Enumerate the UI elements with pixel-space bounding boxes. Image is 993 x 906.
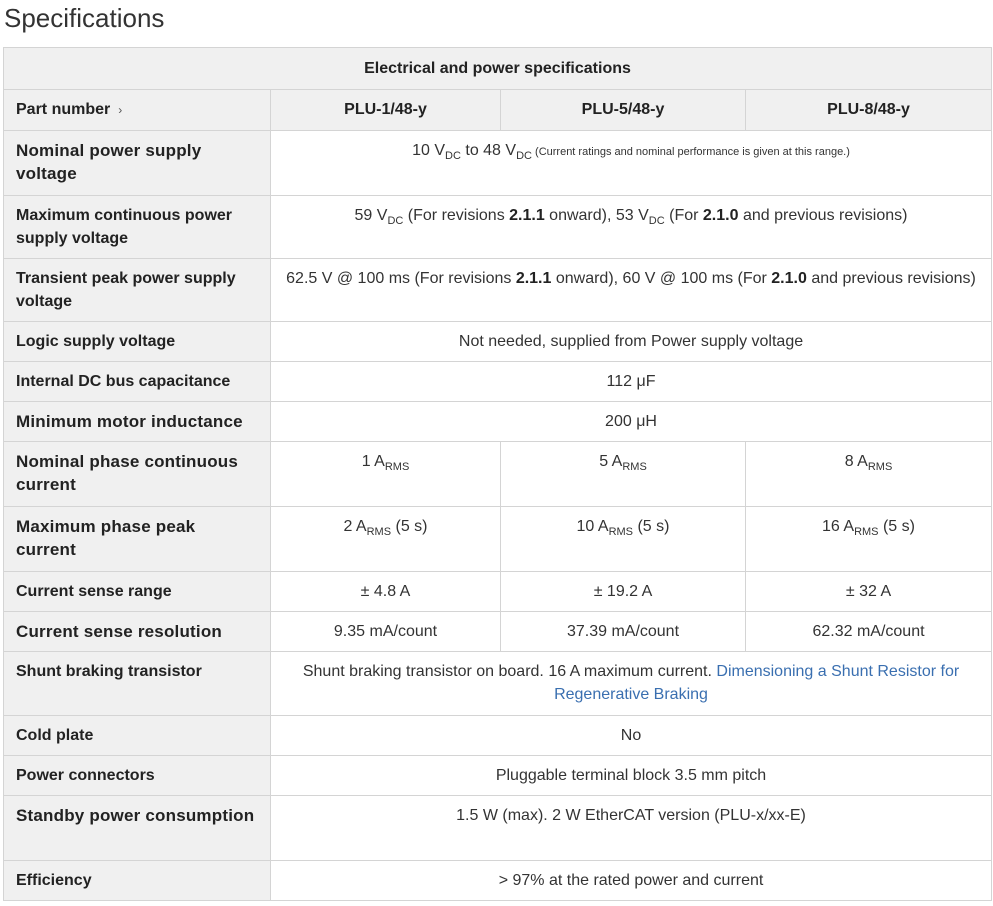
chevron-right-icon[interactable]: › — [118, 103, 123, 117]
row-value — [271, 131, 992, 196]
model-header: PLU-5/48-y — [501, 90, 746, 131]
row-label: Nominal phase continuous current — [4, 442, 271, 507]
row-value: 1.5 W (max). 2 W EtherCAT version (PLU-x/xx-E) — [271, 796, 992, 861]
row-label: Efficiency — [4, 861, 271, 901]
value-text: (For — [664, 207, 703, 224]
page-title: Specifications — [4, 3, 165, 33]
subscript: DC — [387, 215, 404, 227]
part-number-header[interactable] — [4, 90, 271, 131]
value-text: 10 V — [412, 142, 446, 159]
value-text: (For revisions — [403, 207, 510, 224]
value-text: 10 A — [576, 518, 609, 535]
table-row — [4, 507, 992, 572]
value-text: (5 s) — [633, 518, 670, 535]
subscript: RMS — [854, 526, 879, 538]
revision-number: 2.1.0 — [702, 207, 739, 224]
row-label: Current sense range — [4, 572, 271, 612]
electrical-specs-table — [3, 47, 992, 901]
table-row — [4, 362, 992, 402]
value-text: 16 A — [822, 518, 855, 535]
row-value: > 97% at the rated power and current — [271, 861, 992, 901]
shunt-resistor-link[interactable]: Dimensioning a Shunt Resistor for Regenerative Braking — [554, 663, 960, 703]
value-text: (5 s) — [391, 518, 428, 535]
subscript: RMS — [867, 461, 893, 473]
row-value: 112 μF — [271, 362, 992, 402]
revision-number: 2.1.0 — [771, 270, 807, 287]
value-text: 2 A — [343, 518, 367, 535]
row-value: Not needed, supplied from Power supply voltage — [271, 322, 992, 362]
row-value — [271, 196, 992, 259]
row-label: Minimum motor inductance — [4, 402, 271, 442]
row-label: Power connectors — [4, 756, 271, 796]
row-value: ± 4.8 A — [271, 572, 501, 612]
row-label: Internal DC bus capacitance — [4, 362, 271, 402]
revision-number: 2.1.1 — [509, 207, 545, 224]
row-value: 200 μH — [271, 402, 992, 442]
subscript: RMS — [384, 461, 410, 473]
row-value — [501, 507, 746, 572]
value-note: (Current ratings and nominal performance is given at this range.) — [531, 146, 850, 158]
table-row — [4, 796, 992, 861]
value-text: onward), 60 V @ 100 ms (For — [551, 270, 772, 287]
value-text: 8 A — [844, 453, 868, 470]
row-label: Nominal power supply voltage — [4, 131, 271, 196]
table-row — [4, 756, 992, 796]
row-value: No — [271, 716, 992, 756]
table-row — [4, 572, 992, 612]
revision-number: 2.1.1 — [515, 270, 552, 287]
table-row — [4, 131, 992, 196]
row-label: Shunt braking transistor — [4, 652, 271, 716]
row-value — [746, 442, 992, 507]
value-text: 1 A — [361, 453, 385, 470]
value-text: Shunt braking transistor on board. 16 A maximum current. — [302, 663, 717, 680]
row-value: ± 32 A — [746, 572, 992, 612]
value-text: to 48 V — [460, 142, 517, 159]
row-label: Maximum phase peak current — [4, 507, 271, 572]
row-value: ± 19.2 A — [501, 572, 746, 612]
row-value: 9.35 mA/count — [271, 612, 501, 652]
value-text: and previous revisions) — [806, 270, 976, 287]
row-label: Transient peak power supply voltage — [4, 259, 271, 322]
row-value — [746, 507, 992, 572]
row-label: Current sense resolution — [4, 612, 271, 652]
table-header-row — [4, 90, 992, 131]
value-text: 59 V — [354, 207, 388, 224]
table-row — [4, 259, 992, 322]
part-number-label: Part number — [16, 101, 111, 118]
table-row — [4, 716, 992, 756]
value-text: and previous revisions) — [738, 207, 908, 224]
row-label: Cold plate — [4, 716, 271, 756]
row-label: Logic supply voltage — [4, 322, 271, 362]
value-text: (5 s) — [878, 518, 915, 535]
subscript: RMS — [366, 526, 392, 538]
table-row — [4, 652, 992, 716]
row-label: Maximum continuous power supply voltage — [4, 196, 271, 259]
row-value: Pluggable terminal block 3.5 mm pitch — [271, 756, 992, 796]
subscript: RMS — [622, 461, 647, 473]
table-row — [4, 612, 992, 652]
value-text: 5 A — [599, 453, 623, 470]
table-row — [4, 322, 992, 362]
table-caption: Electrical and power specifications — [4, 48, 992, 90]
model-header: PLU-8/48-y — [746, 90, 992, 131]
value-text: 62.5 V @ 100 ms (For revisions — [286, 270, 516, 287]
table-row — [4, 402, 992, 442]
row-value — [271, 507, 501, 572]
table-row — [4, 442, 992, 507]
model-header: PLU-1/48-y — [271, 90, 501, 131]
row-label: Standby power consumption — [4, 796, 271, 861]
subscript: DC — [516, 150, 532, 162]
row-value: 37.39 mA/count — [501, 612, 746, 652]
subscript: DC — [445, 150, 461, 162]
table-row — [4, 861, 992, 901]
row-value — [271, 652, 992, 716]
table-row — [4, 196, 992, 259]
row-value — [271, 442, 501, 507]
row-value — [271, 259, 992, 322]
row-value — [501, 442, 746, 507]
value-text: onward), 53 V — [544, 207, 649, 224]
table-caption-row — [4, 48, 992, 90]
subscript: DC — [648, 215, 665, 227]
row-value: 62.32 mA/count — [746, 612, 992, 652]
subscript: RMS — [608, 526, 634, 538]
